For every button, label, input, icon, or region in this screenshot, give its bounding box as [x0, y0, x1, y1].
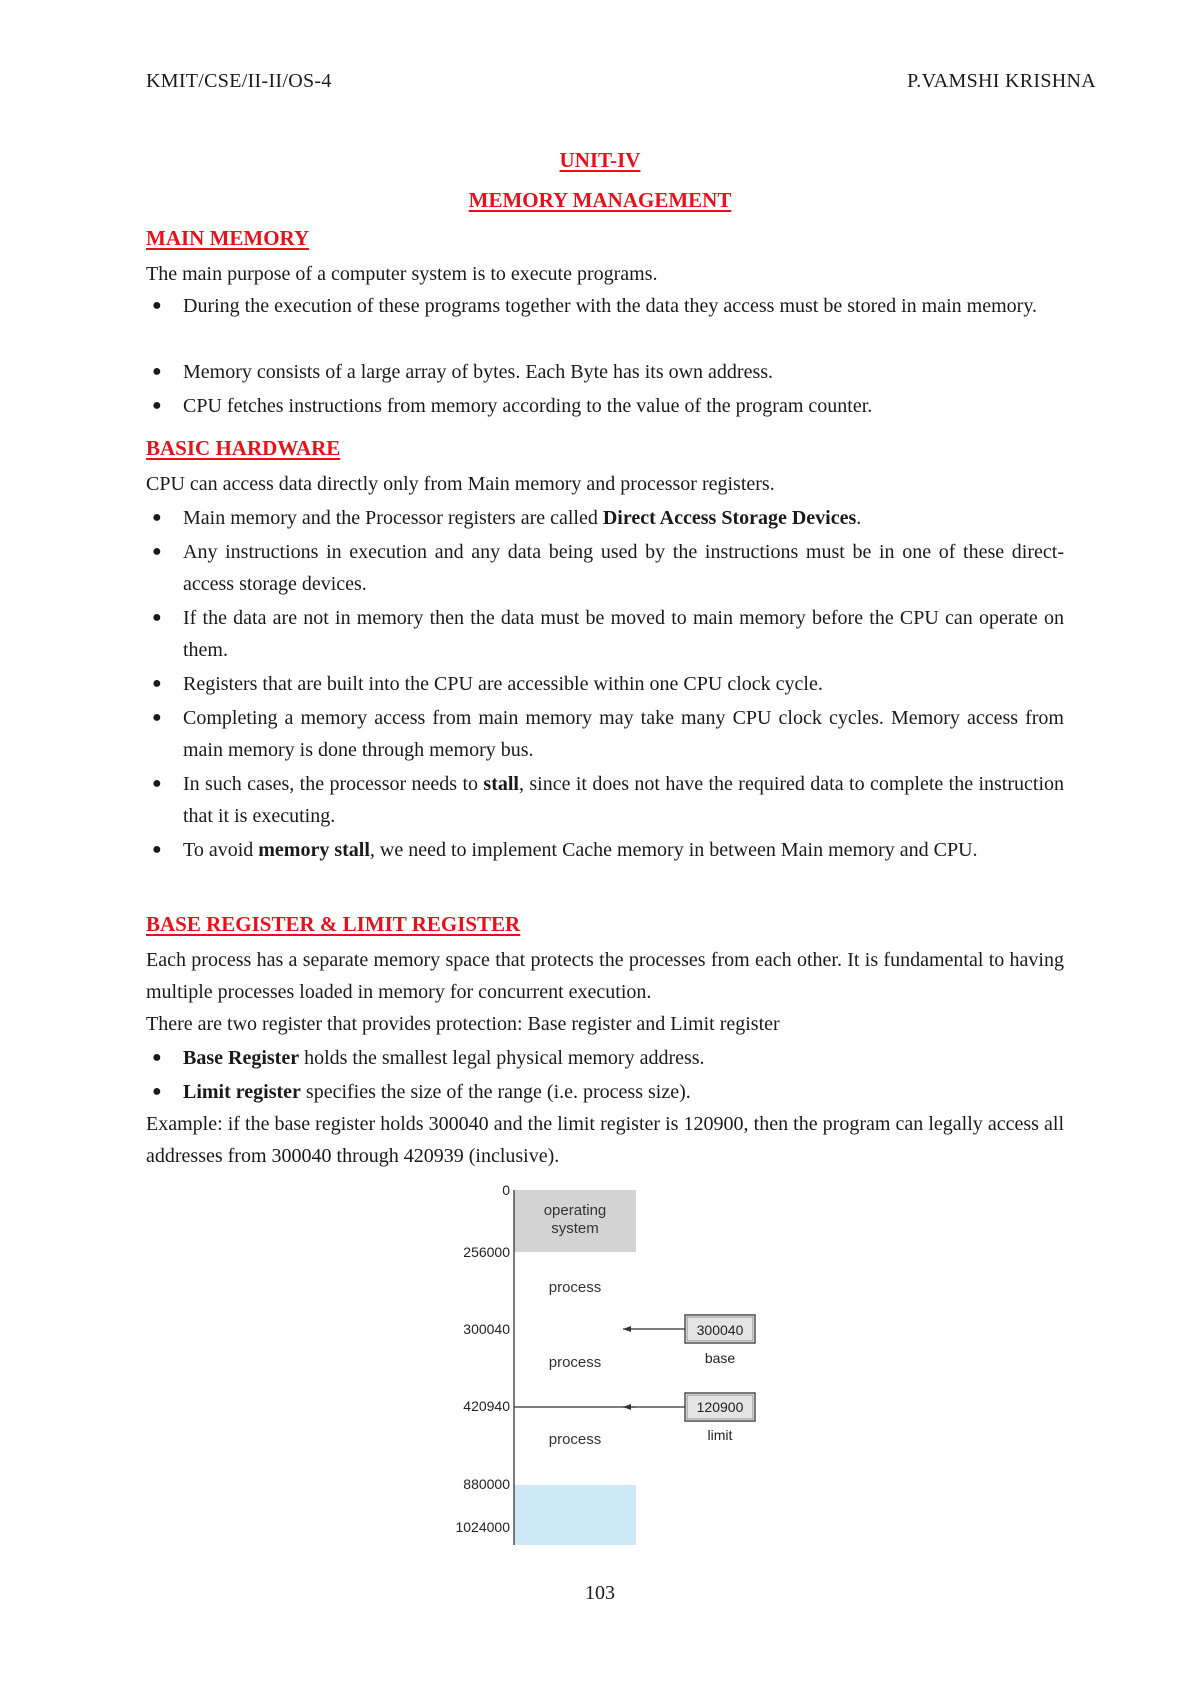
limit-arrow-icon: [623, 1404, 631, 1410]
bullet-icon: ●: [152, 297, 162, 314]
list-item: ● Base Register holds the smallest legal physical memory address.: [146, 1042, 1064, 1074]
base-limit-example: Example: if the base register holds 300040 and the limit register is 120900, then the program can legally access all addresses from 300040 through 420939 (inclusive).: [146, 1113, 1064, 1167]
bullet-icon: ●: [152, 841, 162, 858]
memory-layout-diagram: [430, 1180, 770, 1550]
base-register-value: 300040: [696, 1322, 744, 1338]
base-register-label: base: [704, 1350, 736, 1366]
list-item: ● Any instructions in execution and any data being used by the instructions must be in one of these direct-access storage devices.: [146, 536, 1064, 600]
limit-register-value: 120900: [696, 1399, 744, 1415]
bullet-icon: ●: [152, 775, 162, 792]
unit-title: UNIT-IV: [559, 148, 641, 172]
main-memory-heading: MAIN MEMORY: [146, 226, 310, 250]
list-item: ● Limit register specifies the size of the range (i.e. process size).: [146, 1076, 1064, 1108]
bullet-icon: ●: [152, 543, 162, 560]
address-label: 256000: [463, 1244, 510, 1260]
chapter-title: MEMORY MANAGEMENT: [468, 188, 732, 212]
bullet-icon: ●: [152, 609, 162, 626]
bullet-icon: ●: [152, 1049, 162, 1066]
address-label: 1024000: [455, 1519, 510, 1535]
base-limit-para2: There are two register that provides protection: Base register and Limit register: [146, 1013, 780, 1035]
address-label: 420940: [463, 1398, 510, 1414]
os-label: operating: [543, 1202, 607, 1219]
list-item: ● Memory consists of a large array of bytes. Each Byte has its own address.: [146, 356, 1064, 388]
basic-hardware-intro: CPU can access data directly only from Main memory and processor registers.: [146, 473, 775, 495]
header-author: P.VAMSHI KRISHNA: [907, 70, 1096, 92]
address-label: 300040: [463, 1321, 510, 1337]
basic-hardware-heading: BASIC HARDWARE: [146, 436, 341, 460]
free-region: [514, 1485, 636, 1545]
list-item: ● Completing a memory access from main memory may take many CPU clock cycles. Memory access from main memory is done through memory bus.: [146, 702, 1064, 766]
main-memory-intro: The main purpose of a computer system is to execute programs.: [146, 263, 658, 285]
list-item: ● In such cases, the processor needs to stall, since it does not have the required data to complete the instruction that it is executing.: [146, 768, 1064, 832]
list-item: ● During the execution of these programs together with the data they access must be stored in main memory.: [146, 290, 1064, 322]
address-label: 880000: [463, 1476, 510, 1492]
os-label: system: [551, 1220, 599, 1237]
process-label: process: [548, 1354, 602, 1371]
base-limit-para: Each process has a separate memory space that protects the processes from each other. It is fundamental to having multiple processes loaded in memory for concurrent execution.: [146, 949, 1064, 1003]
address-label: 0: [502, 1182, 510, 1198]
process-label: process: [548, 1279, 602, 1296]
base-arrow-icon: [623, 1326, 631, 1332]
base-limit-heading: BASE REGISTER & LIMIT REGISTER: [146, 912, 521, 936]
list-item: ● To avoid memory stall, we need to implement Cache memory in between Main memory and CPU.: [146, 834, 1064, 866]
limit-register-label: limit: [707, 1427, 733, 1443]
bullet-icon: ●: [152, 363, 162, 380]
list-item: ● Registers that are built into the CPU are accessible within one CPU clock cycle.: [146, 668, 1064, 700]
list-item: ● CPU fetches instructions from memory according to the value of the program counter.: [146, 390, 1064, 422]
bullet-icon: ●: [152, 397, 162, 414]
list-item: ● If the data are not in memory then the data must be moved to main memory before the CPU can operate on them.: [146, 602, 1064, 666]
bullet-icon: ●: [152, 709, 162, 726]
bullet-icon: ●: [152, 509, 162, 526]
bullet-icon: ●: [152, 675, 162, 692]
bullet-icon: ●: [152, 1083, 162, 1100]
page-number: 103: [585, 1582, 615, 1604]
header-course-code: KMIT/CSE/II-II/OS-4: [146, 70, 332, 92]
list-item: ● Main memory and the Processor registers are called Direct Access Storage Devices.: [146, 502, 1064, 534]
process-label: process: [548, 1431, 602, 1448]
